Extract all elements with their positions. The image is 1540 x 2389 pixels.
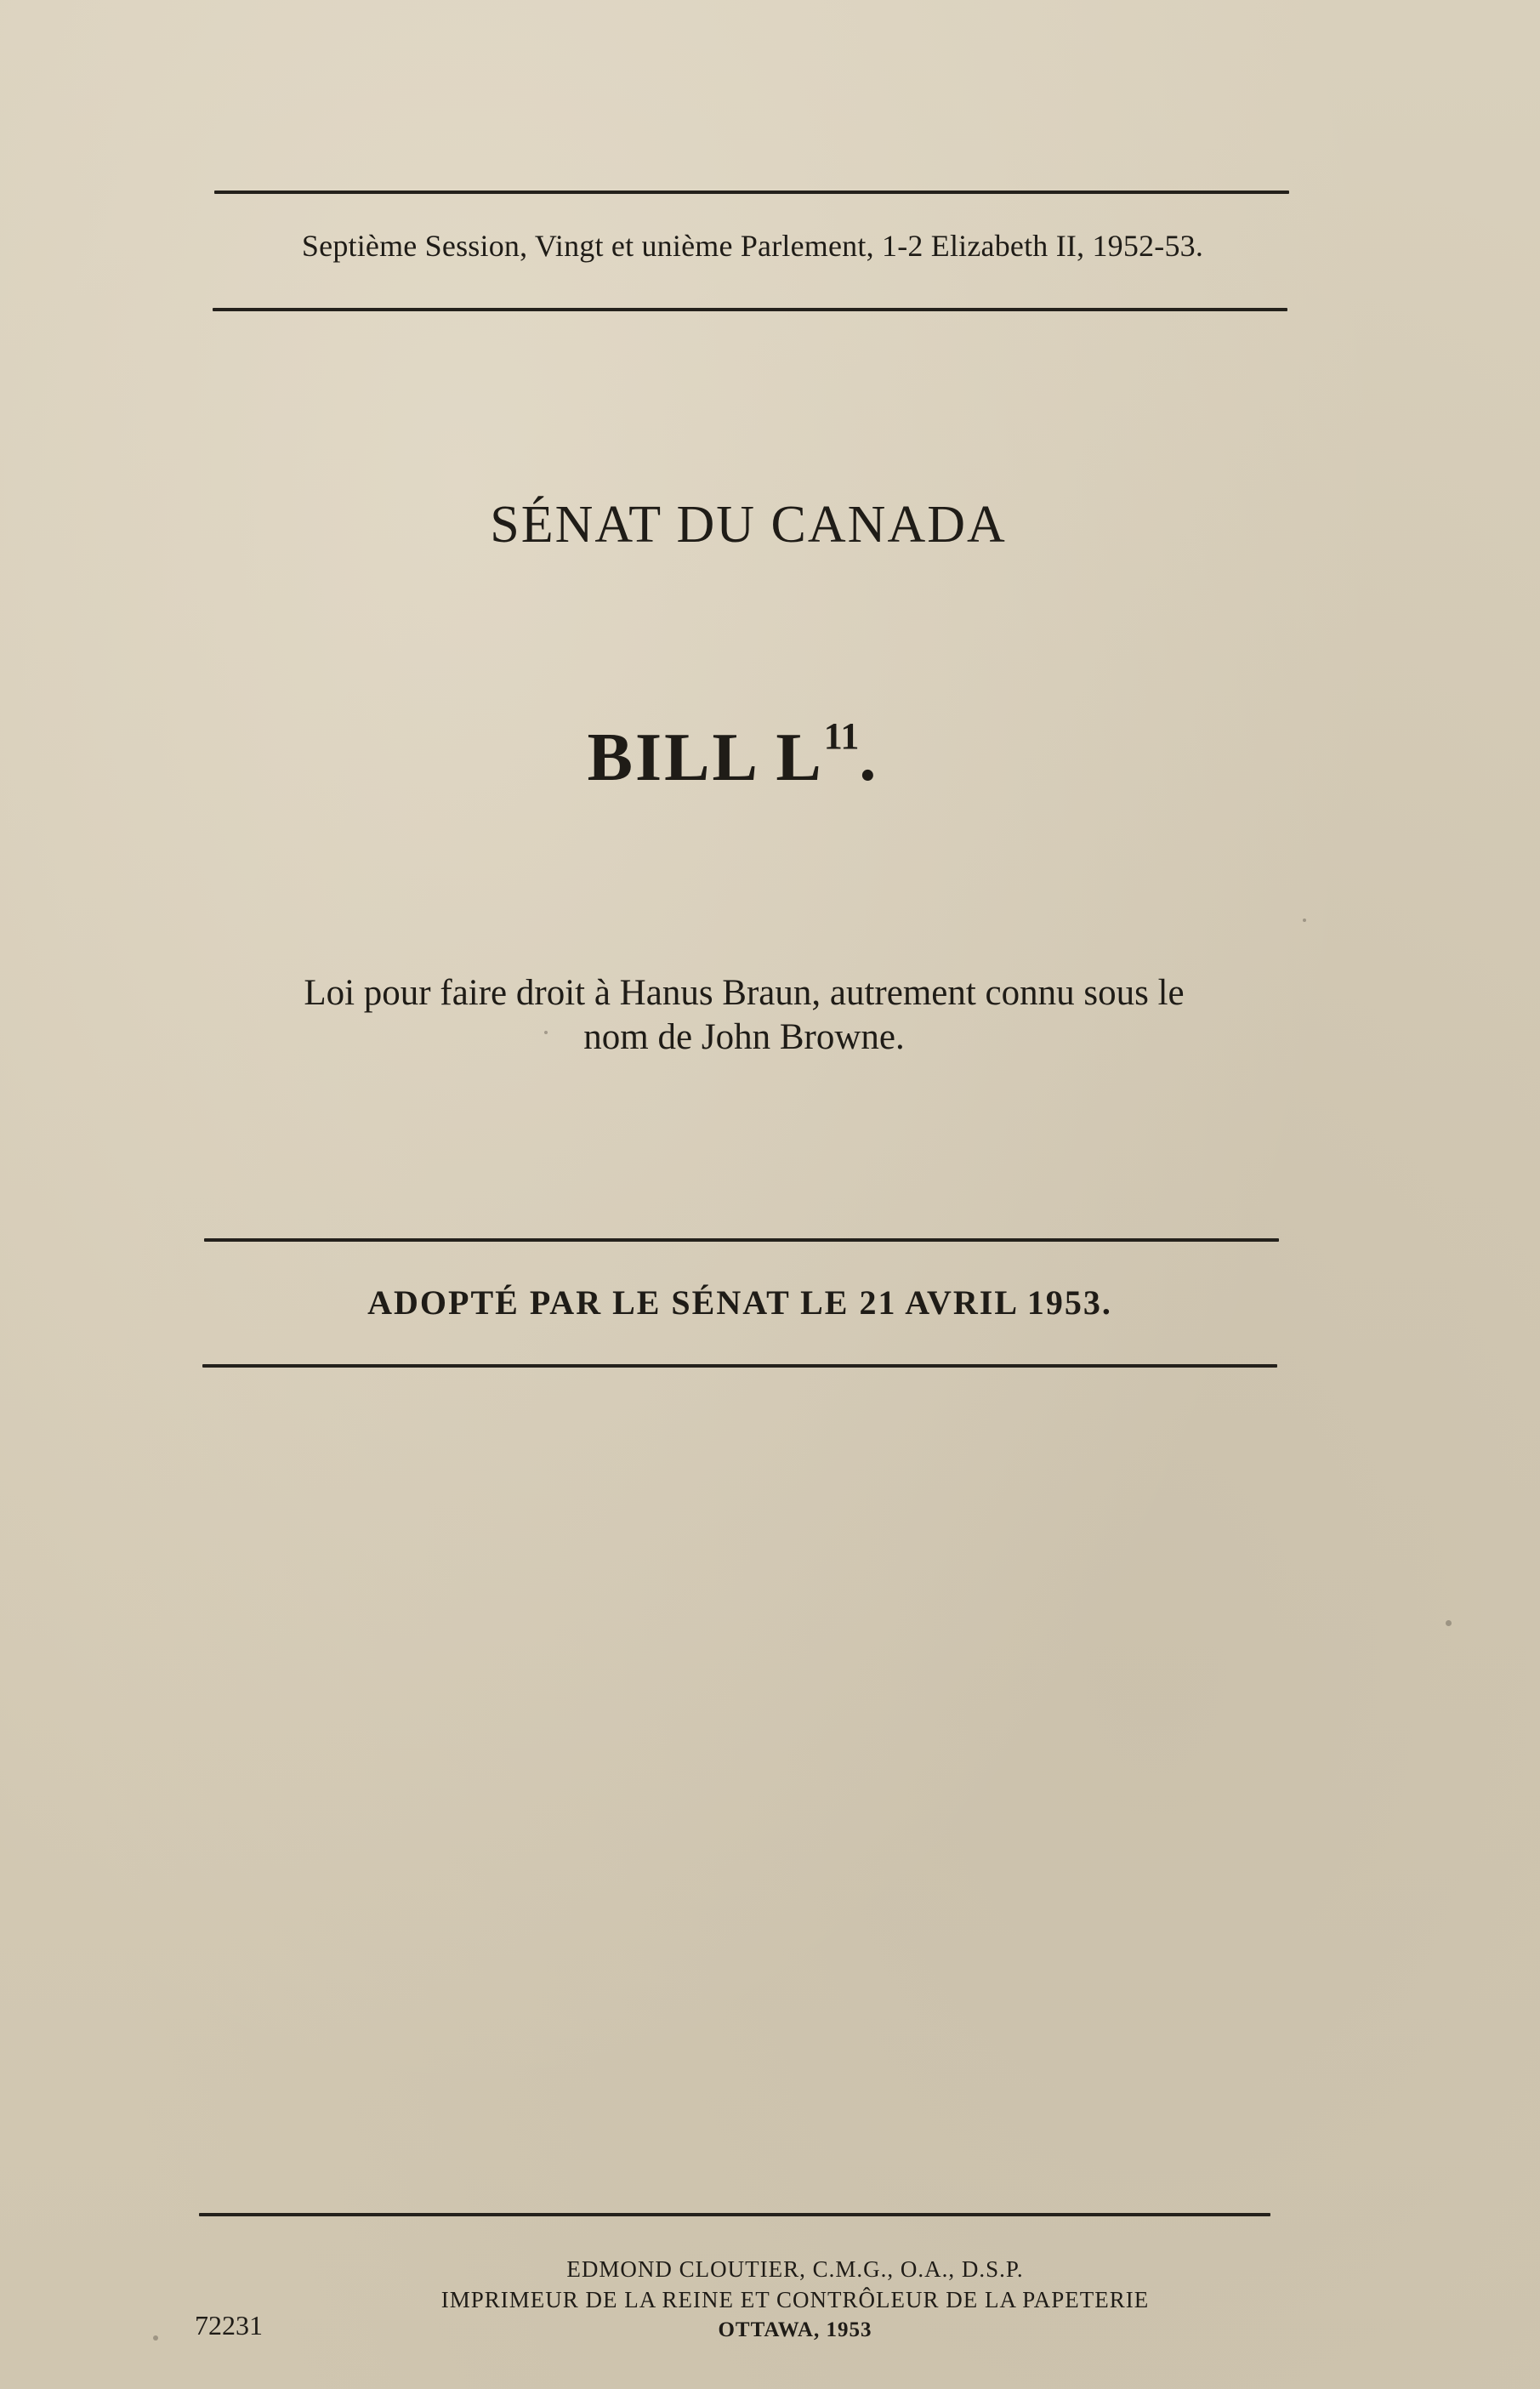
printer-title: IMPRIMEUR DE LA REINE ET CONTRÔLEUR DE LA PAPETERIE [440, 2287, 1150, 2312]
adopted-top-rule [204, 1238, 1279, 1242]
adopted-bottom-rule [202, 1364, 1277, 1368]
chamber-heading: SÉNAT DU CANADA [490, 496, 1007, 554]
bill-title-line-2: nom de John Browne. [583, 1017, 905, 1057]
printer-imprint [272, 2254, 1318, 2346]
paper-speck [1446, 1620, 1452, 1626]
top-rule [214, 191, 1289, 194]
printer-name: EDMOND CLOUTIER, C.M.G., O.A., D.S.P. [566, 2256, 1024, 2282]
header-bottom-rule [213, 308, 1287, 311]
printer-city: OTTAWA, 1953 [718, 2318, 872, 2341]
document-number: 72231 [195, 2310, 263, 2341]
paper-speck [544, 1031, 548, 1034]
bill-superscript: 11 [823, 715, 860, 757]
session-line: Septième Session, Vingt et unième Parlement, 1-2 Elizabeth II, 1952-53. [301, 229, 1204, 263]
paper-speck [1303, 919, 1306, 922]
bill-number [0, 715, 1466, 797]
paper-speck [153, 2335, 158, 2341]
footer-rule [199, 2213, 1270, 2216]
bill-title-line-1: Loi pour faire droit à Hanus Braun, autrement connu sous le [304, 973, 1185, 1013]
bill-suffix: . [859, 720, 879, 795]
bill-label: BILL L [587, 720, 824, 795]
adopted-statement: ADOPTÉ PAR LE SÉNAT LE 21 AVRIL 1953. [367, 1283, 1112, 1322]
bill-title [196, 971, 1293, 1060]
